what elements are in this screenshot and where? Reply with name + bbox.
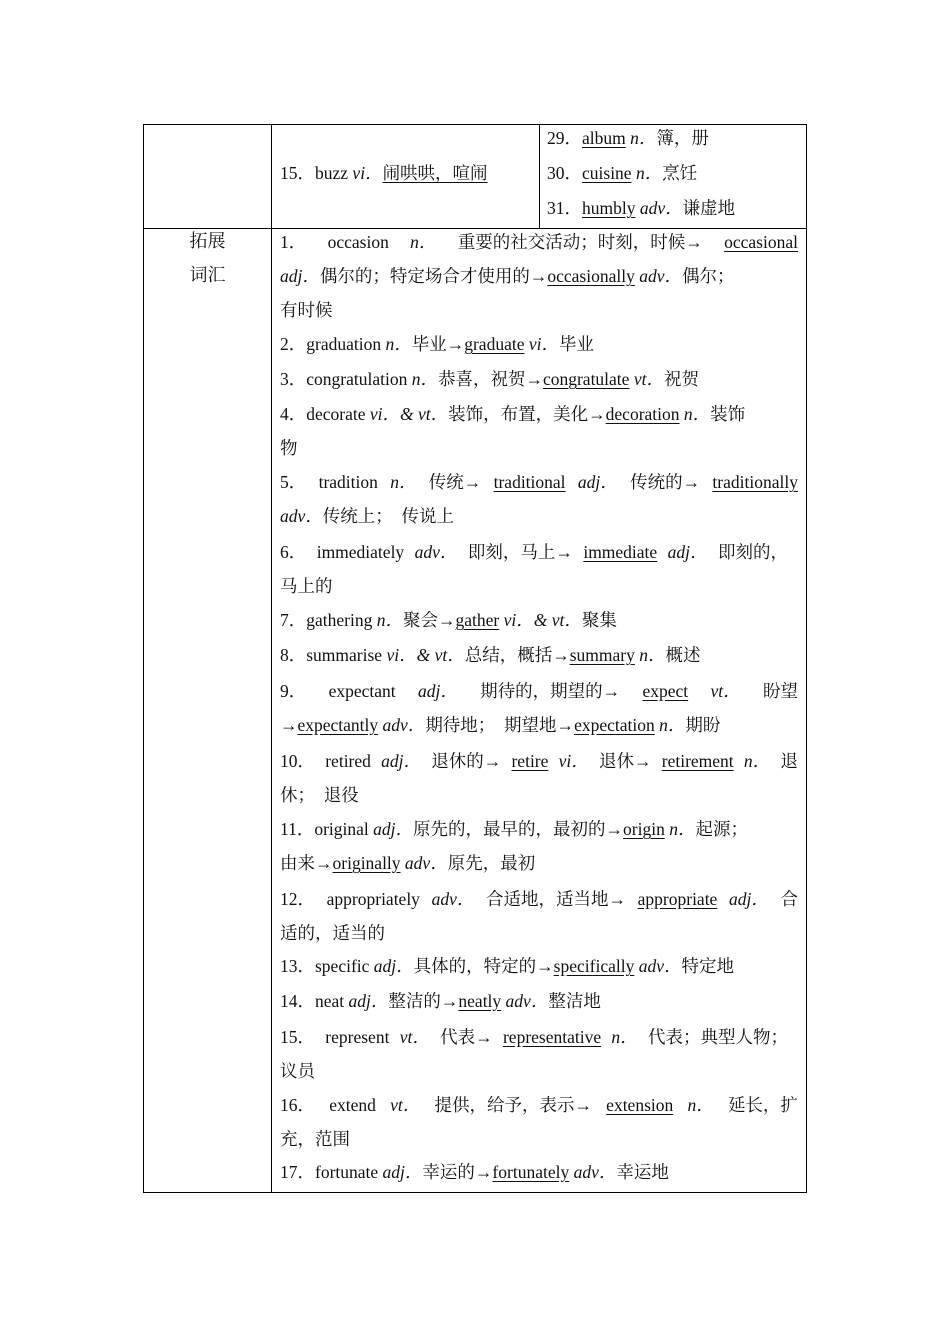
vocab-text: 聚会→ <box>402 610 456 630</box>
vocab-text: 合 <box>780 889 798 909</box>
vocab-item-11-line-1 <box>280 812 748 846</box>
vocab-text: 5． <box>280 472 307 492</box>
vocab-text: 17． <box>280 1162 315 1182</box>
vocab-text: adv． <box>573 1162 617 1182</box>
vocab-text: 退休的→ <box>431 751 502 771</box>
vocab-text: 16． <box>280 1095 315 1115</box>
vocab-text: & vt． <box>533 610 582 630</box>
vocab-text: appropriate <box>637 889 718 909</box>
vocab-item-8 <box>280 638 700 672</box>
vocab-text: adj． <box>417 681 458 701</box>
vocab-text: 闹哄哄，喧闹 <box>382 163 488 183</box>
vocab-text: expectant <box>328 681 396 701</box>
vocab-text: 期待地； 期望地→ <box>425 715 575 735</box>
vocab-text: 盼望 <box>762 681 798 701</box>
vocab-text: 4． <box>280 404 307 424</box>
vocab-text: & vt． <box>416 645 465 665</box>
vocab-text: tradition <box>318 472 378 492</box>
vocab-text: 退休→ <box>599 751 652 771</box>
vocab-text: 偶尔； <box>682 266 735 286</box>
vocab-text: traditionally <box>712 472 798 492</box>
vocab-text: retired <box>325 751 371 771</box>
vocab-text: specifically <box>553 956 635 976</box>
vocab-text: n． <box>385 334 412 354</box>
vocab-text: adv． <box>280 506 323 526</box>
vocab-text: cuisine <box>582 163 632 183</box>
vocab-text: vt． <box>633 369 664 389</box>
vocab-item-1-line-2 <box>280 259 735 293</box>
vocab-text: n． <box>683 404 711 424</box>
vocab-text: represent <box>325 1027 390 1047</box>
vocab-text: 谦虚地 <box>682 198 736 218</box>
vocab-text: 烹饪 <box>662 163 698 183</box>
vocab-text: congratulate <box>542 369 630 389</box>
vocab-text: 休； 退役 <box>280 785 359 805</box>
vocab-text: n． <box>390 472 417 492</box>
vocab-text: representative <box>502 1027 602 1047</box>
vocab-text: 2． <box>280 334 307 354</box>
vocab-text: 由来→ <box>280 853 333 873</box>
vocab-text: vt． <box>710 681 741 701</box>
vocab-text: 7． <box>280 610 307 630</box>
vocab-text: adv． <box>639 198 683 218</box>
vocab-text: neat <box>315 991 345 1011</box>
vocab-text: 3． <box>280 369 307 389</box>
vocab-text: occasionally <box>547 266 635 286</box>
vocab-item-9-line-1 <box>280 674 798 708</box>
vocab-text: occasional <box>724 232 798 252</box>
vocab-item-12-line-1 <box>280 882 798 916</box>
vocab-item-30 <box>547 156 697 190</box>
vocab-text: 整洁的→ <box>388 991 459 1011</box>
vocab-text: 延长，扩 <box>727 1095 798 1115</box>
vocab-text: n． <box>669 819 696 839</box>
vocab-item-4-line-2 <box>280 431 298 465</box>
vocab-text: adj． <box>381 751 422 771</box>
vocab-text: gather <box>455 610 500 630</box>
vocab-item-15-buzz <box>280 156 488 190</box>
vocab-text: adv． <box>431 889 475 909</box>
vocab-text: 13． <box>280 956 315 976</box>
vocab-text: vt． <box>390 1095 421 1115</box>
vocab-text: 11． <box>280 819 315 839</box>
vocab-text: 充，范围 <box>280 1129 350 1149</box>
vocab-text: vi． <box>528 334 559 354</box>
vocab-item-15-line-1 <box>280 1020 788 1054</box>
vocab-text: traditional <box>493 472 566 492</box>
vocab-text: 簿，册 <box>656 128 709 148</box>
vocab-text: extension <box>606 1095 674 1115</box>
vocab-text: 祝贺 <box>663 369 699 389</box>
vocab-text: n． <box>743 751 771 771</box>
vocab-text: 29． <box>547 128 582 148</box>
vocab-text: n． <box>376 610 403 630</box>
table-border-right <box>806 124 807 1193</box>
vocab-text: 31． <box>547 198 582 218</box>
section-label <box>144 225 271 293</box>
vocab-text: vi． <box>352 163 383 183</box>
vocab-text: 传统→ <box>428 472 482 492</box>
vocab-text: n． <box>630 128 657 148</box>
vocab-item-15-line-2 <box>280 1054 315 1088</box>
vocab-text: 偶尔的；特定场合才使用的→ <box>319 266 548 286</box>
vocab-text: 期盼 <box>685 715 721 735</box>
vocab-text: vt． <box>399 1027 430 1047</box>
vocab-text: 幸运的→ <box>422 1162 493 1182</box>
vocab-item-31 <box>547 191 735 225</box>
vocab-text: album <box>582 128 626 148</box>
vocab-item-2 <box>280 327 594 361</box>
vocab-item-1-line-3 <box>280 293 333 327</box>
vocab-text: expectation <box>574 715 655 735</box>
vocab-text: 物 <box>280 438 298 458</box>
vocab-item-16-line-2 <box>280 1122 350 1156</box>
vocab-text: 合适地，适当地→ <box>486 889 626 909</box>
vocab-text: adj． <box>348 991 389 1011</box>
vocab-text: 议员 <box>280 1061 315 1081</box>
vocab-text: expect <box>642 681 689 701</box>
vocab-text: 8． <box>280 645 307 665</box>
vocab-text: 即刻的， <box>717 542 788 562</box>
vocab-text: extend <box>329 1095 376 1115</box>
vocab-text: 提供，给予，表示→ <box>434 1095 592 1115</box>
vocab-text: 整洁地 <box>548 991 601 1011</box>
vocab-text: 词汇 <box>189 265 226 286</box>
vocab-text: 总结，概括→ <box>464 645 570 665</box>
vocab-text: adj． <box>382 1162 423 1182</box>
vocab-text: summarise <box>306 645 383 665</box>
vocab-text: adj． <box>577 472 618 492</box>
vocab-text: summary <box>569 645 635 665</box>
vocab-text: vi． <box>369 404 401 424</box>
vocab-text: 拓展 <box>189 231 226 252</box>
vocab-text: fortunately <box>492 1162 570 1182</box>
vocab-text: buzz <box>315 163 349 183</box>
vocab-item-11-line-2 <box>280 846 535 880</box>
vocab-text: retirement <box>661 751 734 771</box>
vocab-item-9-line-2 <box>280 708 720 742</box>
vocab-text: adj． <box>373 956 414 976</box>
vocab-text: 12． <box>280 889 315 909</box>
vocab-item-4-line-1 <box>280 397 745 431</box>
vocab-text: adv． <box>414 542 458 562</box>
vocab-text: specific <box>315 956 370 976</box>
vocab-text: originally <box>332 853 401 873</box>
vocab-text: gathering <box>306 610 373 630</box>
vocab-text: decoration <box>605 404 680 424</box>
vocab-item-10-line-2 <box>280 778 359 812</box>
vocab-text: graduation <box>306 334 382 354</box>
vocab-text: → <box>280 715 298 735</box>
vocab-text: 9． <box>280 681 307 701</box>
vocab-text: 适的，适当的 <box>280 923 385 943</box>
vocab-text: 起源； <box>695 819 748 839</box>
vocab-text: n． <box>687 1095 714 1115</box>
vocab-text: 退 <box>780 751 798 771</box>
vocab-text: 6． <box>280 542 307 562</box>
vocab-text: graduate <box>464 334 525 354</box>
vocab-text: occasion <box>327 232 389 252</box>
vocab-text: 即刻，马上→ <box>467 542 573 562</box>
vocab-text: vi． <box>503 610 534 630</box>
vocab-text: vi． <box>558 751 589 771</box>
vocab-text: neatly <box>458 991 502 1011</box>
vocab-text: original <box>314 819 369 839</box>
vocab-item-6-line-1 <box>280 535 788 569</box>
vocab-text: 30． <box>547 163 582 183</box>
vocab-text: n． <box>635 163 663 183</box>
vocab-text: 15． <box>280 1027 315 1047</box>
vocab-text: 传统上； 传说上 <box>322 506 455 526</box>
vocab-text: n． <box>410 232 437 252</box>
vocab-text: 恭喜，祝贺→ <box>437 369 543 389</box>
vocab-text: vi． <box>386 645 417 665</box>
vocab-text: 具体的，特定的→ <box>413 956 554 976</box>
vocab-text: n． <box>611 1027 638 1047</box>
vocab-text: adv． <box>382 715 426 735</box>
vocab-item-29 <box>547 121 709 155</box>
vocab-text: 装饰 <box>710 404 746 424</box>
vocab-text: n． <box>411 369 438 389</box>
vocab-text: n． <box>659 715 686 735</box>
vocab-item-5-line-1 <box>280 465 798 499</box>
vocab-text: immediately <box>316 542 405 562</box>
vocab-text: congratulation <box>306 369 408 389</box>
vocab-item-10-line-1 <box>280 744 798 778</box>
vocab-text: 10． <box>280 751 315 771</box>
vocab-text: & vt． <box>400 404 449 424</box>
vocab-item-1-line-1 <box>280 225 798 259</box>
vocab-text: n． <box>639 645 666 665</box>
vocab-text: adv． <box>404 853 448 873</box>
vocab-item-6-line-2 <box>280 569 333 603</box>
vocab-text: 特定地 <box>681 956 734 976</box>
vocab-text: immediate <box>583 542 658 562</box>
vocab-text: adj． <box>280 266 320 286</box>
vocab-text: adj． <box>667 542 708 562</box>
vocab-item-5-line-2 <box>280 499 454 533</box>
vocab-text: 代表→ <box>440 1027 493 1047</box>
vocab-text: 15． <box>280 163 315 183</box>
vocab-text: decorate <box>306 404 366 424</box>
vocab-item-7 <box>280 603 617 637</box>
vocab-item-12-line-2 <box>280 916 385 950</box>
vocab-text: adj． <box>728 889 769 909</box>
vocab-text: 代表；典型人物； <box>647 1027 788 1047</box>
vocab-text: 1． <box>280 232 307 252</box>
vocab-text: 有时候 <box>280 300 333 320</box>
vocab-text: 原先，最初 <box>447 853 536 873</box>
vocab-text: origin <box>623 819 665 839</box>
vocab-text: 毕业 <box>558 334 594 354</box>
vocab-item-3 <box>280 362 699 396</box>
vocab-text: 聚集 <box>581 610 617 630</box>
vocab-text: adv． <box>639 266 682 286</box>
vocab-text: appropriately <box>326 889 420 909</box>
vocab-text: 马上的 <box>280 576 333 596</box>
vocab-text: 14． <box>280 991 315 1011</box>
vocab-text: 概述 <box>665 645 701 665</box>
vocab-item-17 <box>280 1155 669 1189</box>
vocab-text: 装饰，布置，美化→ <box>448 404 606 424</box>
vocab-text: 幸运地 <box>616 1162 669 1182</box>
vocab-text: 毕业→ <box>411 334 465 354</box>
table-col-divider <box>271 124 272 1193</box>
vocab-text: retire <box>511 751 549 771</box>
vocab-text: fortunate <box>315 1162 379 1182</box>
table-subcol-divider <box>539 124 540 228</box>
vocab-text: 原先的，最早的，最初的→ <box>413 819 624 839</box>
vocab-text: adj． <box>373 819 414 839</box>
vocab-item-16-line-1 <box>280 1088 798 1122</box>
vocab-text: 传统的→ <box>630 472 701 492</box>
vocab-item-13 <box>280 949 734 983</box>
vocab-item-14 <box>280 984 601 1018</box>
vocab-text: 期待的，期望的→ <box>480 681 621 701</box>
vocab-text: adv． <box>638 956 682 976</box>
vocab-text: humbly <box>582 198 636 218</box>
vocab-text: expectantly <box>297 715 379 735</box>
table-border-bottom <box>143 1192 807 1193</box>
vocab-text: 重要的社交活动；时刻，时候→ <box>457 232 703 252</box>
vocab-text: adv． <box>505 991 549 1011</box>
